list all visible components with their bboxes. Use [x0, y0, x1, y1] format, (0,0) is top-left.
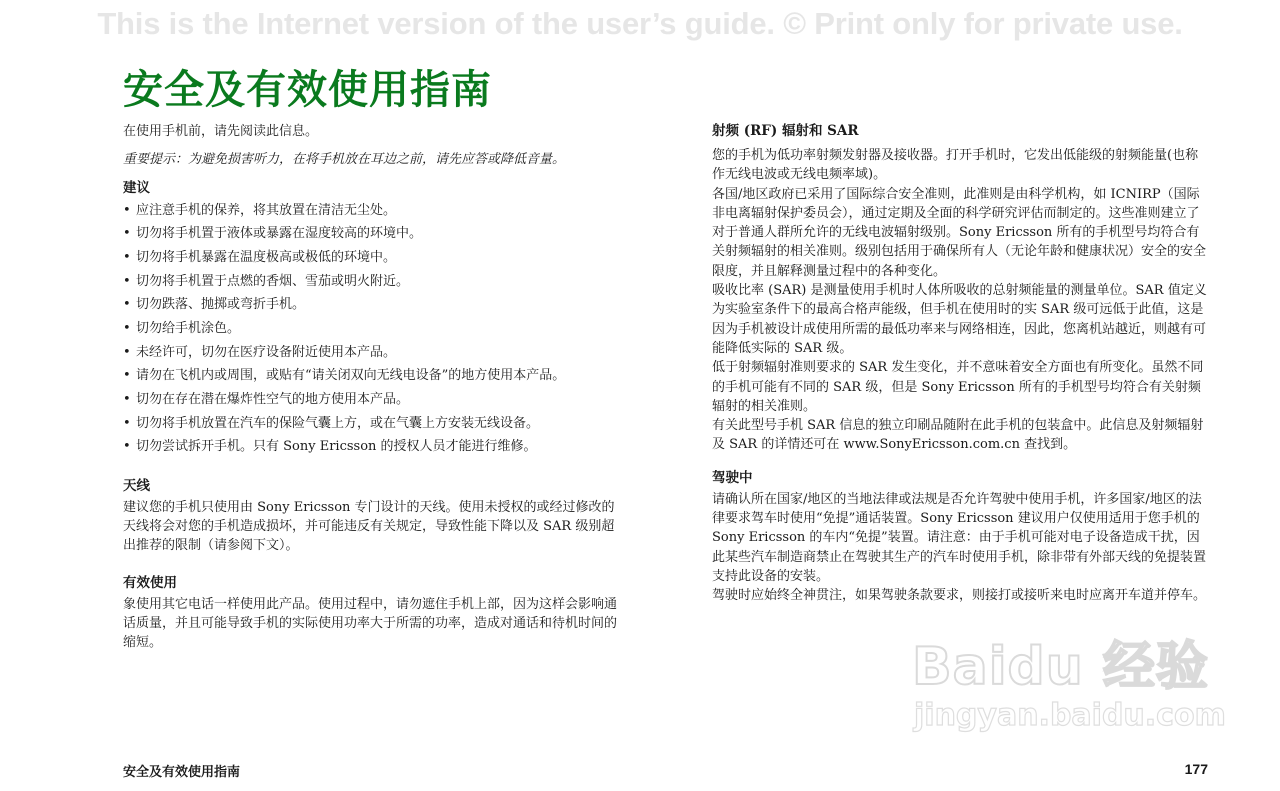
antenna-section: [123, 477, 623, 556]
rf-sar-heading: 射频 (RF) 辐射和 SAR: [712, 123, 859, 139]
rf-sar-section: [712, 122, 1210, 455]
list-item: • 切勿跌落、抛掷或弯折手机。: [123, 295, 623, 314]
list-item: • 未经许可，切勿在医疗设备附近使用本产品。: [123, 343, 623, 362]
rf-paragraph: 各国/地区政府已采用了国际综合安全准则，此准则是由科学机构，如 ICNIRP（国际非电离辐射保护委员会），通过定期及全面的科学研究评估而制定的。这些准则建立了对于普通人群所允许的无线电波辐射级别。Sony Ericsson 所有的手机型号均符合有关射频辐射的相关准则。级别包括用于确保所有人（无论年龄和健康状况）安全的安全限度，并且解释测量过程中的各种变化。: [712, 186, 1207, 279]
antenna-text: 建议您的手机只使用由 Sony Ericsson 专门设计的天线。使用未授权的或经过修改的天线将会对您的手机造成损坏，并可能违反有关规定，导致性能下降以及 SAR 级别超出推荐的限制（请参阅下文）。: [123, 499, 615, 554]
list-item: • 应注意手机的保养，将其放置在清洁无尘处。: [123, 201, 623, 220]
rf-paragraph: 有关此型号手机 SAR 信息的独立印刷品随附在此手机的包装盒中。此信息及射频辐射及 SAR 的详情还可在 www.SonyEricsson.com.cn 查找到。: [712, 418, 1204, 453]
list-item: • 切勿将手机置于液体或暴露在湿度较高的环境中。: [123, 224, 623, 243]
efficient-use-section: [123, 574, 623, 653]
footer-section-name: 安全及有效使用指南: [123, 765, 241, 780]
watermark-url-text: jingyan.baidu.com: [914, 698, 1226, 733]
important-note: 重要提示：为避免损害听力，在将手机放在耳边之前，请先应答或降低音量。: [123, 152, 566, 168]
watermark-logo-text: Baidu 经验: [912, 637, 1209, 697]
driving-heading: 驾驶中: [712, 469, 753, 486]
list-item: • 切勿在存在潜在爆炸性空气的地方使用本产品。: [123, 390, 623, 409]
copyright-banner: This is the Internet version of the user’s guide. © Print only for private use.: [97, 6, 1183, 41]
list-item: • 切勿将手机置于点燃的香烟、雪茄或明火附近。: [123, 272, 623, 291]
driving-section: [712, 469, 1210, 606]
intro-text: 在使用手机前，请先阅读此信息。: [123, 124, 319, 139]
advice-heading: 建议: [123, 179, 150, 196]
efficient-use-text: 象使用其它电话一样使用此产品。使用过程中，请勿遮住手机上部，因为这样会影响通话质量，并且可能导致手机的实际使用功率大于所需的功率，造成对通话和待机时间的缩短。: [123, 596, 618, 651]
list-item: • 切勿给手机涂色。: [123, 319, 623, 338]
rf-paragraph: 吸收比率 (SAR) 是测量使用手机时人体所吸收的总射频能量的测量单位。SAR 值定义为实验室条件下的最高合格声能级，但手机在使用时的实 SAR 级可远低于此值，这是因为手机被设计成使用所需的最低功率来与网络相连，因此，您离机站越近，则越有可能降低实际的 SAR 级。: [712, 283, 1207, 356]
list-item: • 切勿将手机暴露在温度极高或极低的环境中。: [123, 248, 623, 267]
antenna-heading: 天线: [123, 477, 150, 494]
list-item: • 请勿在飞机内或周围，或贴有“请关闭双向无线电设备”的地方使用本产品。: [123, 366, 623, 385]
driving-paragraph: 请确认所在国家/地区的当地法律或法规是否允许驾驶中使用手机，许多国家/地区的法律要求驾车时使用“免提”通话装置。Sony Ericsson 建议用户仅使用适用于您手机的 Sony Ericsson 的车内“免提”装置。请注意：由于手机可能对电子设备造成干扰，因此某些汽车制造商禁止在驾驶其生产的汽车时使用手机，除非带有外部天线的免提装置支持此设备的安装。: [712, 491, 1207, 584]
list-item: • 切勿尝试拆开手机。只有 Sony Ericsson 的授权人员才能进行维修。: [123, 437, 623, 456]
driving-paragraph: 驾驶时应始终全神贯注，如果驾驶条款要求，则接打或接听来电时应离开车道并停车。: [712, 588, 1207, 604]
page-number: 177: [1184, 761, 1208, 777]
left-column: [123, 122, 623, 653]
list-item: • 切勿将手机放置在汽车的保险气囊上方，或在气囊上方安装无线设备。: [123, 414, 623, 433]
right-column: [712, 122, 1210, 606]
rf-paragraph: 您的手机为低功率射频发射器及接收器。打开手机时，它发出低能级的射频能量(也称作无线电波或无线电频率域)。: [712, 148, 1199, 183]
efficient-use-heading: 有效使用: [123, 574, 177, 591]
rf-paragraph: 低于射频辐射准则要求的 SAR 发生变化，并不意味着安全方面也有所变化。虽然不同的手机可能有不同的 SAR 级，但是 Sony Ericsson 所有的手机型号均符合有关射频辐射的相关准则。: [712, 360, 1204, 414]
page-title: 安全及有效使用指南: [123, 67, 492, 113]
advice-list: [123, 201, 623, 457]
baidu-jingyan-watermark: [912, 624, 1226, 744]
